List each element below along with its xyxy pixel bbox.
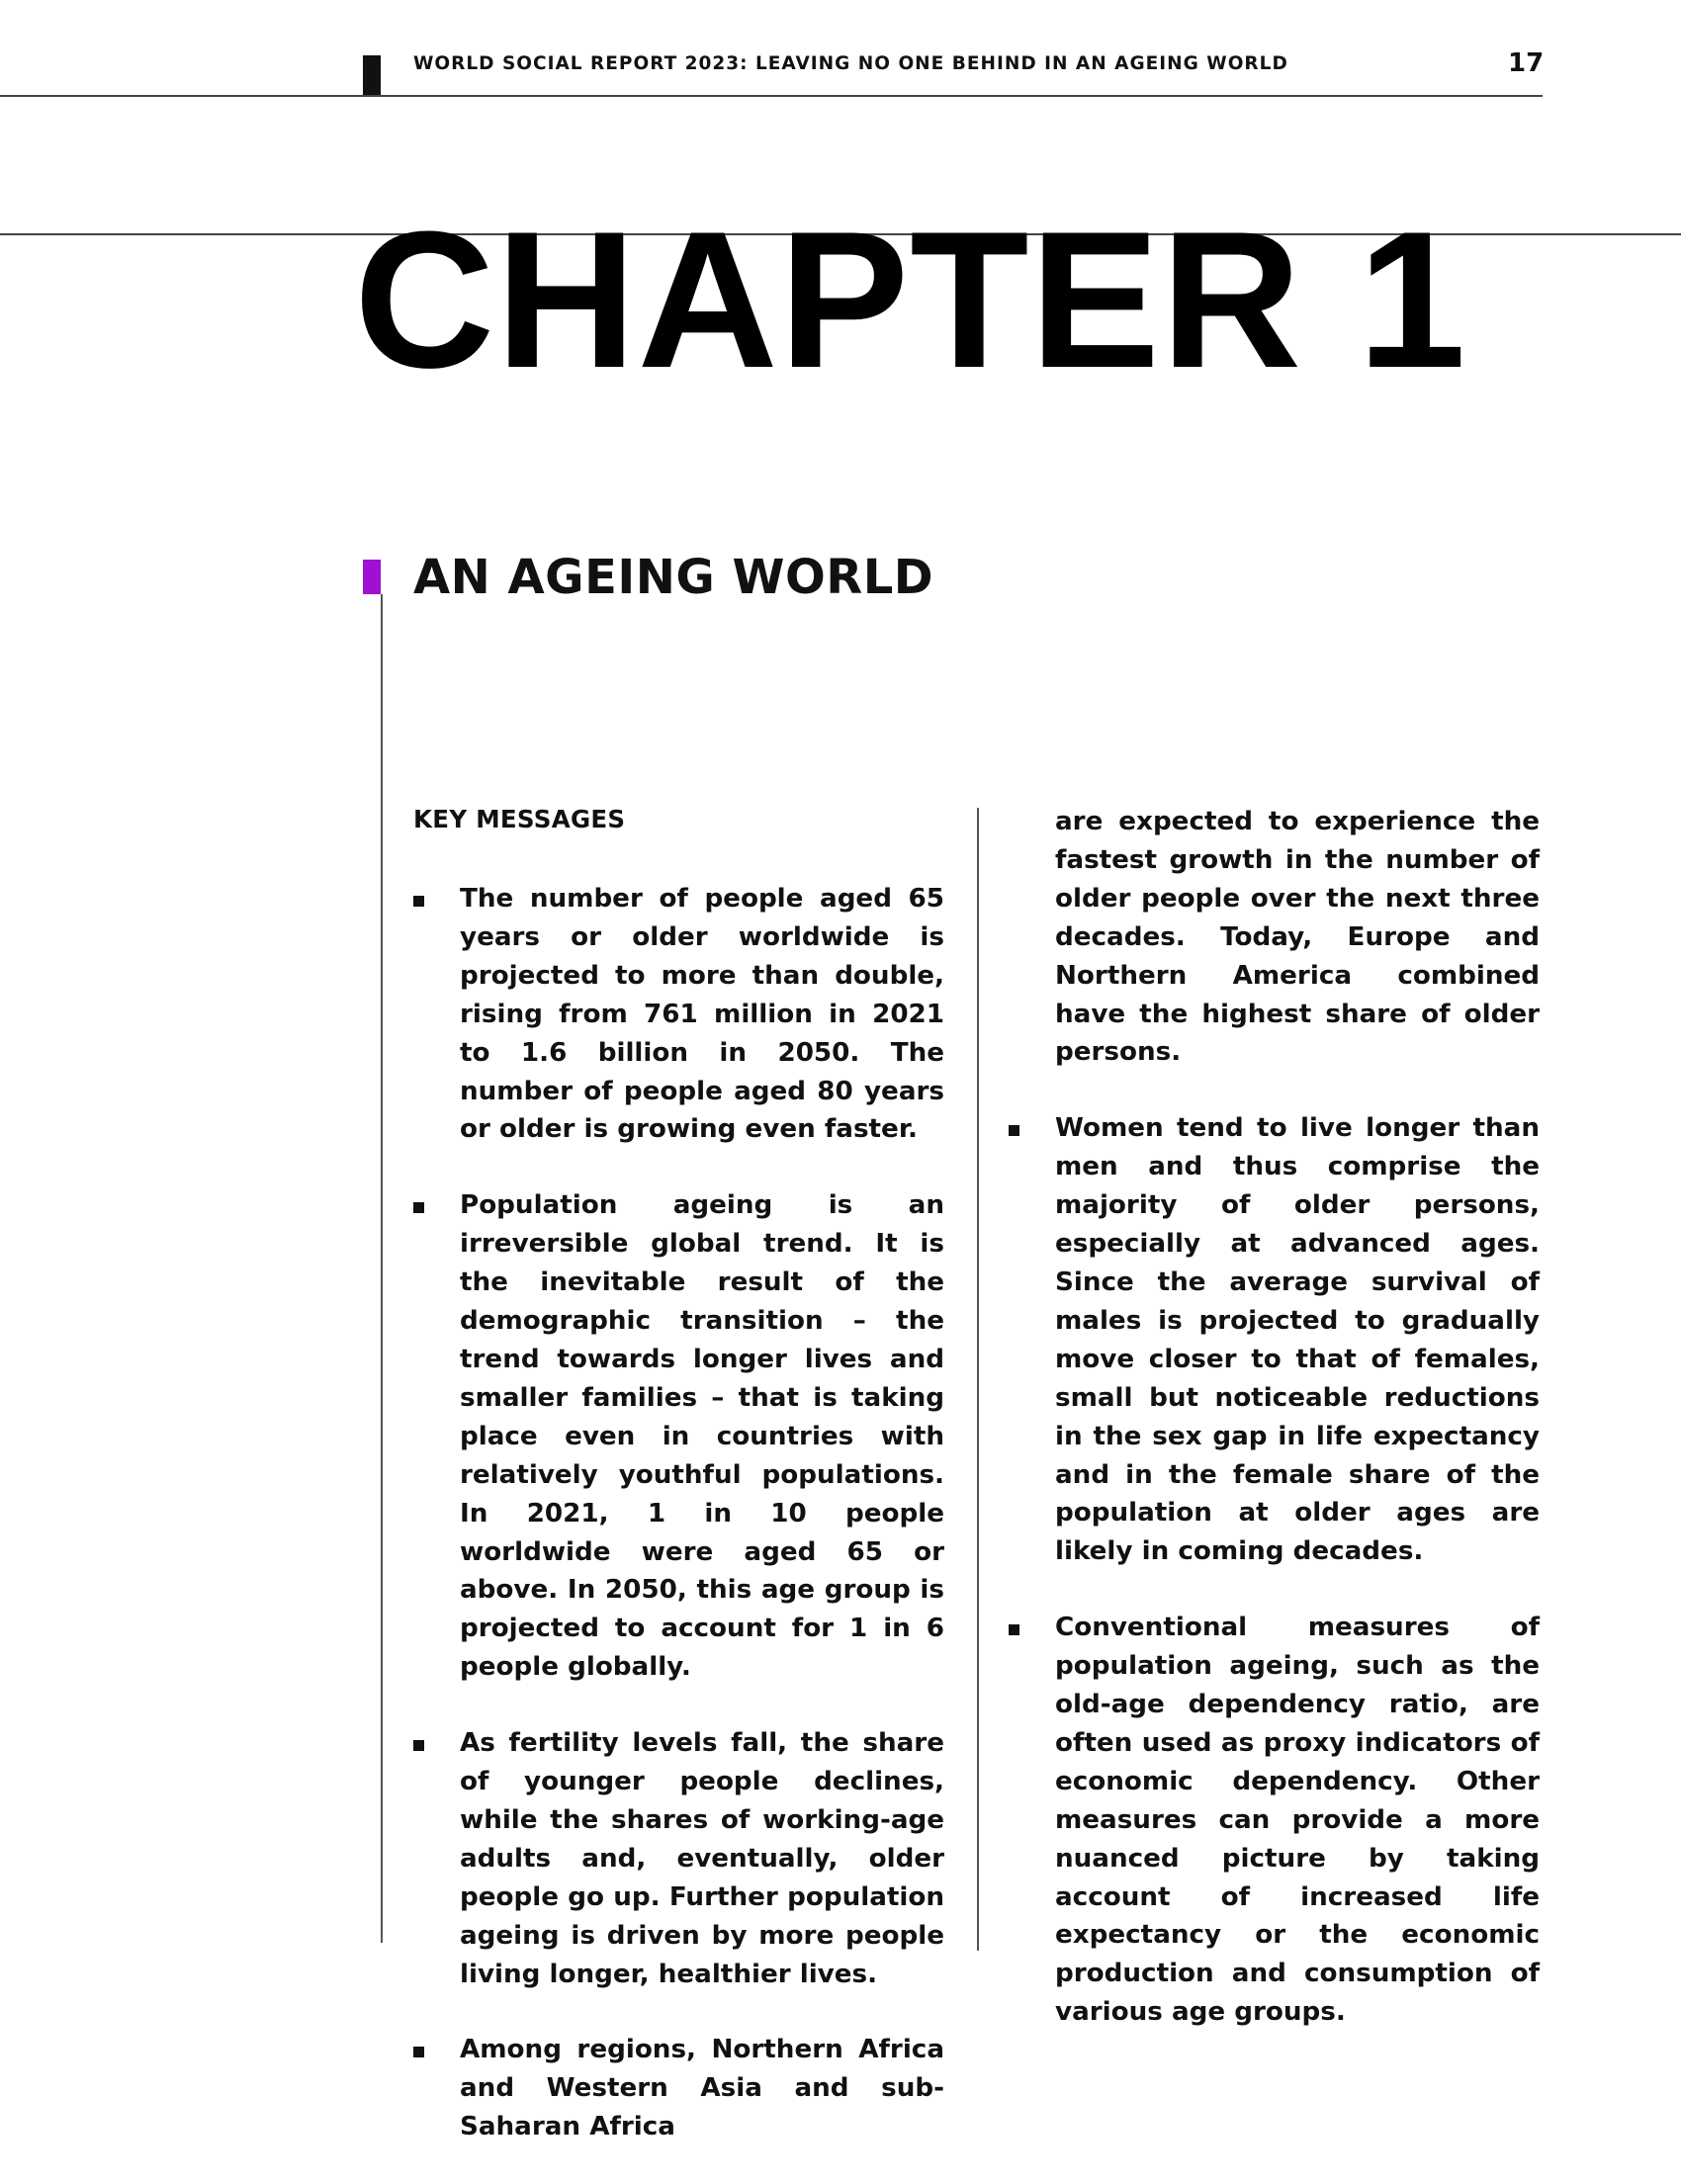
key-message-text-start: Among regions, Northern Africa and Western Asia and sub-Saharan Africa bbox=[460, 2035, 944, 2142]
bullet-square-icon bbox=[1009, 1125, 1019, 1136]
column-divider bbox=[977, 808, 979, 1951]
key-message-text: Conventional measures of population ageing, such as the old-age dependency ratio, are often used as proxy indicators of economic dependency. Other measures can provide a more nuanced picture by taking account of increased life expectancy or the economic production and consumption of various age groups. bbox=[1055, 1613, 1540, 2028]
header-rule bbox=[0, 95, 1543, 97]
list-item bbox=[413, 1186, 947, 1687]
section-vertical-rule bbox=[381, 594, 383, 1943]
header-marker bbox=[363, 55, 381, 96]
bullet-square-icon bbox=[413, 896, 424, 907]
bullet-square-icon bbox=[413, 1202, 424, 1213]
list-item bbox=[1009, 1609, 1543, 2032]
running-title: WORLD SOCIAL REPORT 2023: LEAVING NO ONE BEHIND IN AN AGEING WORLD bbox=[413, 53, 1288, 74]
section-accent-marker bbox=[363, 560, 381, 594]
list-item bbox=[1009, 1109, 1543, 1571]
bullet-square-icon bbox=[413, 2047, 424, 2057]
key-messages-heading: KEY MESSAGES bbox=[413, 805, 626, 833]
list-item bbox=[413, 1724, 947, 1993]
chapter-label: CHAPTER 1 bbox=[354, 191, 1467, 408]
key-message-text: Women tend to live longer than men and thus comprise the majority of older persons, especially at advanced ages. Since the average survival of males is projected to gradually move closer to that of females, small but noticeable reductions in the sex gap in life expectancy and in the female share of the population at older ages are likely in coming decades. bbox=[1055, 1113, 1540, 1567]
key-message-text: As fertility levels fall, the share of younger people declines, while the shares of working-age adults and, eventually, older people go up. Further population ageing is driven by more people living longer, healthier lives. bbox=[460, 1728, 944, 1989]
list-item bbox=[413, 2031, 947, 2146]
chapter-title: AN AGEING WORLD bbox=[413, 550, 934, 605]
bullet-square-icon bbox=[1009, 1624, 1019, 1635]
key-message-text: Population ageing is an irreversible global trend. It is the inevitable result of the demographic transition – the trend towards longer lives and smaller families – that is taking place even in countries with relatively youthful populations. In 2021, 1 in 10 people worldwide were aged 65 or above. In 2050, this age group is projected to account for 1 in 6 people globally. bbox=[460, 1190, 944, 1683]
list-item bbox=[413, 880, 947, 1149]
key-message-text: The number of people aged 65 years or older worldwide is projected to more than double, rising from 761 million in 2021 to 1.6 billion in 2050. The number of people aged 80 years or older is growing even faster. bbox=[460, 884, 944, 1145]
key-message-text-continued: are expected to experience the fastest growth in the number of older people over the next three decades. Today, Europe and Northern America combined have the highest share of older persons. bbox=[1055, 807, 1540, 1068]
page-number: 17 bbox=[1508, 48, 1545, 78]
key-messages-left-column bbox=[413, 880, 947, 2184]
bullet-square-icon bbox=[413, 1740, 424, 1751]
key-messages-right-column bbox=[1009, 803, 1543, 2069]
